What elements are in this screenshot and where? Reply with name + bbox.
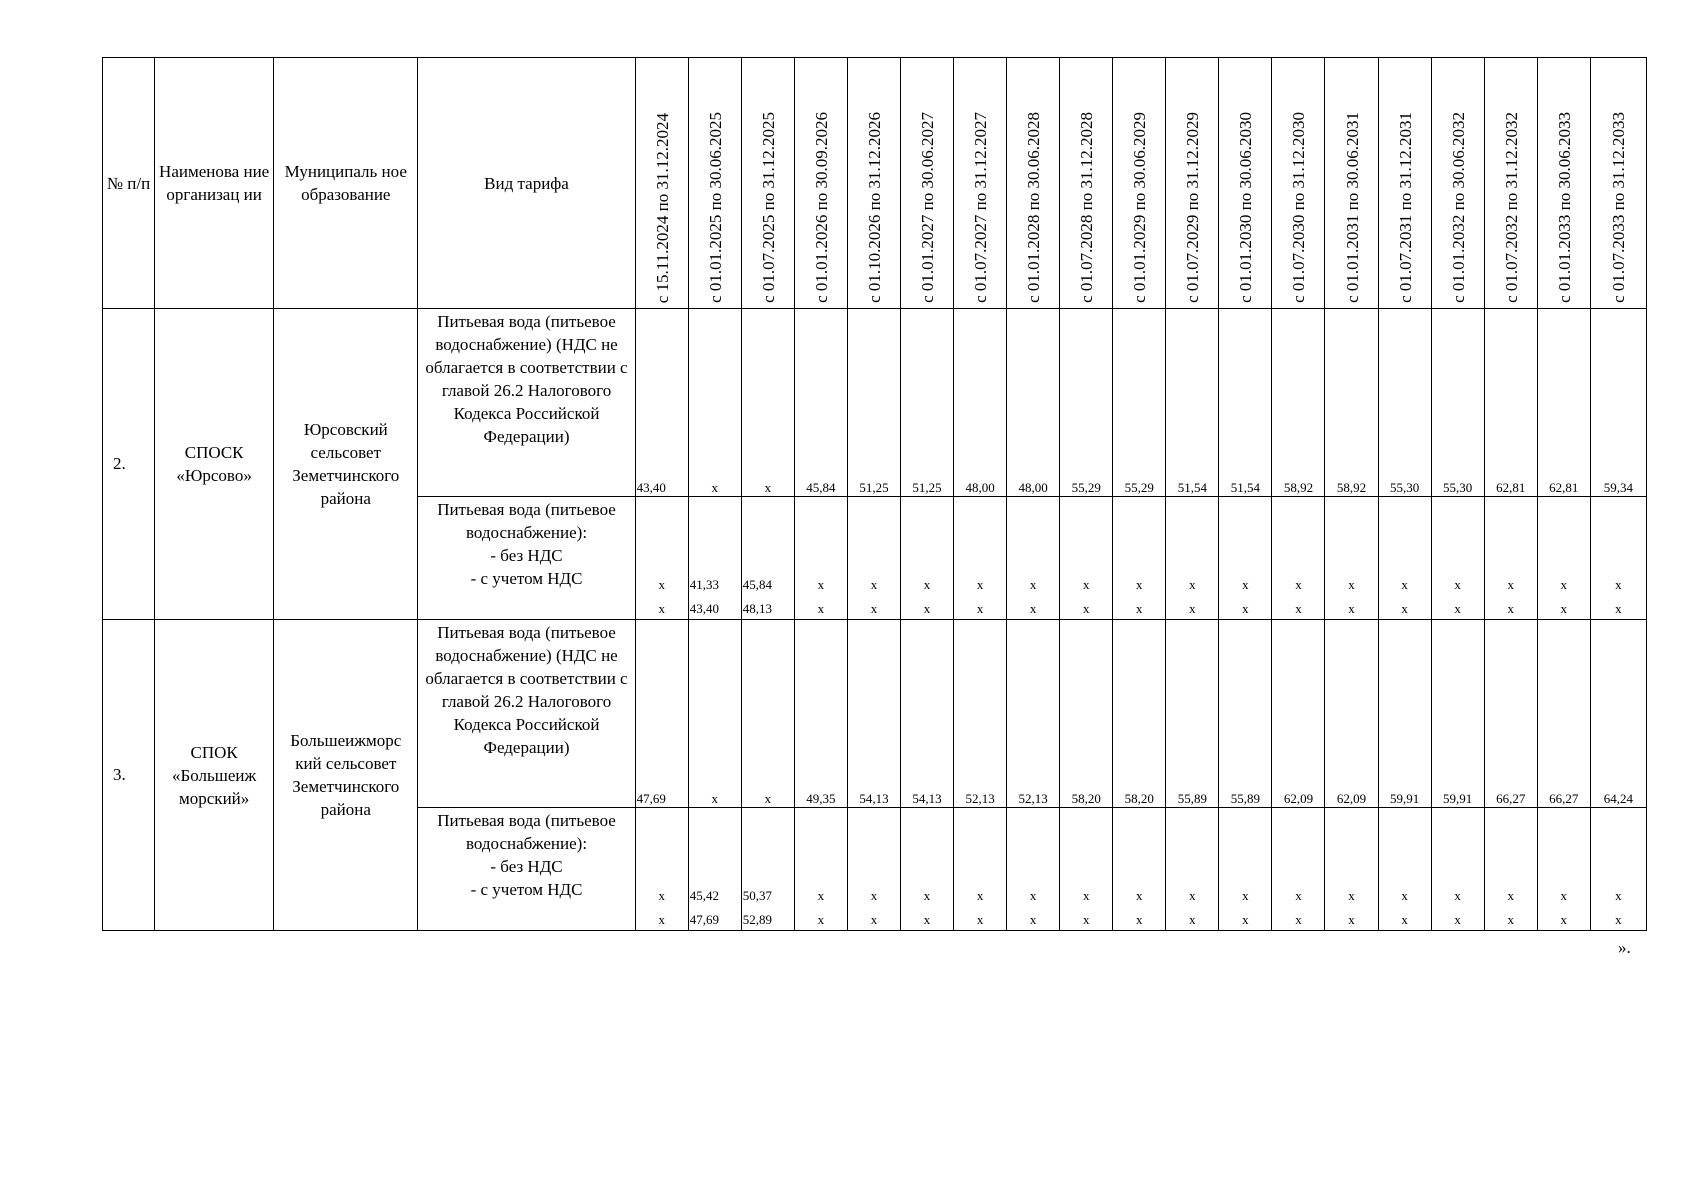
- header-period: [1166, 58, 1219, 309]
- tariff-value-without-vat: x: [1507, 577, 1514, 592]
- tariff-value-with-vat: x: [1615, 912, 1622, 927]
- tariff-type-label-main: Питьевая вода (питьевое водоснабжение):: [437, 500, 616, 542]
- tariff-value-with-vat: 48,13: [742, 601, 773, 616]
- header-period: [1272, 58, 1325, 309]
- tariff-value-with-vat: x: [658, 601, 665, 616]
- tariff-value-pair: [1484, 808, 1537, 931]
- tariff-value-pair: [1166, 497, 1219, 620]
- tariff-value-without-vat: x: [1560, 888, 1567, 903]
- tariff-value-without-vat: x: [658, 888, 665, 903]
- municipality-name: Большеижморс кий сельсовет Земетчинского района: [274, 620, 418, 931]
- tariff-value-with-vat: 52,89: [742, 912, 773, 927]
- tariff-value: 48,00: [954, 309, 1007, 497]
- tariff-value-with-vat: x: [1507, 912, 1514, 927]
- header-period-label: с 01.07.2027 по 31.12.2027: [971, 112, 991, 303]
- table-row: [103, 309, 1647, 497]
- tariff-value-with-vat: 43,40: [689, 601, 719, 616]
- tariff-value-with-vat: 47,69: [689, 912, 719, 927]
- tariff-value-without-vat: x: [1454, 577, 1461, 592]
- header-period-label: с 01.07.2031 по 31.12.2031: [1395, 112, 1415, 303]
- header-organization: Наименова ние организац ии: [155, 58, 274, 309]
- tariff-value-pair: [1325, 497, 1378, 620]
- header-municipality: Муниципаль ное образование: [274, 58, 418, 309]
- header-period: [1325, 58, 1378, 309]
- tariff-subtype-with-vat: - с учетом НДС: [470, 880, 583, 899]
- tariff-value-with-vat: x: [870, 912, 878, 927]
- header-period: [1537, 58, 1590, 309]
- tariff-value-pair: [794, 497, 847, 620]
- tariff-value-pair: [688, 808, 741, 931]
- tariff-value: 52,13: [954, 620, 1007, 808]
- header-period-label: с 01.01.2026 по 30.09.2026: [811, 112, 831, 303]
- tariff-value-without-vat: x: [1029, 577, 1037, 592]
- tariff-value-pair: [900, 497, 953, 620]
- tariff-value-without-vat: x: [1615, 888, 1622, 903]
- header-period: [1007, 58, 1060, 309]
- tariff-value: 51,54: [1166, 309, 1219, 497]
- tariff-value-pair: [1431, 497, 1484, 620]
- tariff-value-pair: [1537, 497, 1590, 620]
- header-period-label: с 01.01.2032 по 30.06.2032: [1448, 112, 1468, 303]
- tariff-value-with-vat: x: [1560, 601, 1567, 616]
- tariff-value: x: [741, 620, 794, 808]
- tariff-value-with-vat: x: [1136, 912, 1143, 927]
- tariff-value: 64,24: [1590, 620, 1646, 808]
- header-period: [1484, 58, 1537, 309]
- header-number: № п/п: [103, 58, 155, 309]
- tariff-value-without-vat: x: [1082, 577, 1090, 592]
- header-period-label: с 01.07.2033 по 31.12.2033: [1609, 112, 1629, 303]
- header-period-label: с 01.01.2029 по 30.06.2029: [1130, 112, 1150, 303]
- tariff-value: 62,09: [1272, 620, 1325, 808]
- tariff-value-pair: [1484, 497, 1537, 620]
- tariff-value-with-vat: x: [817, 912, 825, 927]
- header-period: [847, 58, 900, 309]
- tariff-value-without-vat: x: [976, 577, 984, 592]
- header-period-label: с 01.01.2033 по 30.06.2033: [1554, 112, 1574, 303]
- tariff-value: 48,00: [1007, 309, 1060, 497]
- tariff-value: 49,35: [794, 620, 847, 808]
- header-period: [1590, 58, 1646, 309]
- tariff-value-pair: [1537, 808, 1590, 931]
- row-number: 3.: [103, 620, 155, 931]
- header-period-label: с 01.01.2025 по 30.06.2025: [705, 112, 725, 303]
- tariff-value-with-vat: x: [1454, 601, 1461, 616]
- header-period-label: с 01.01.2031 по 30.06.2031: [1342, 112, 1362, 303]
- tariff-value-without-vat: x: [817, 577, 825, 592]
- header-period-label: с 01.10.2026 по 31.12.2026: [864, 112, 884, 303]
- tariff-value: 62,81: [1484, 309, 1537, 497]
- tariff-value-with-vat: x: [1295, 912, 1302, 927]
- tariff-value-without-vat: x: [1136, 888, 1143, 903]
- organization-name: СПОК «Большеиж морский»: [155, 620, 274, 931]
- organization-name: СПОСК «Юрсово»: [155, 309, 274, 620]
- tariff-value-without-vat: x: [658, 577, 665, 592]
- tariff-type-label: Питьевая вода (питьевое водоснабжение) (НДС не облагается в соответствии с главой 26.2 Налогового Кодекса Российской Федерации): [418, 309, 635, 497]
- tariff-value-without-vat: x: [817, 888, 825, 903]
- tariff-value-pair: [741, 497, 794, 620]
- end-quote-mark: ».: [1618, 938, 1631, 957]
- tariff-subtype-without-vat: - без НДС: [490, 857, 563, 876]
- tariff-value-without-vat: x: [1189, 577, 1196, 592]
- tariff-value-with-vat: x: [1189, 912, 1196, 927]
- tariff-value-with-vat: x: [1082, 601, 1090, 616]
- tariff-value-pair: [847, 497, 900, 620]
- tariff-value: 43,40: [635, 309, 688, 497]
- tariff-value-without-vat: 41,33: [689, 577, 719, 592]
- tariff-value-without-vat: 45,42: [689, 888, 719, 903]
- tariff-value-without-vat: x: [1242, 888, 1249, 903]
- tariff-value-without-vat: x: [1348, 577, 1355, 592]
- tariff-value-with-vat: x: [1029, 912, 1037, 927]
- header-period: [741, 58, 794, 309]
- tariff-value: x: [688, 309, 741, 497]
- tariff-value: 55,30: [1431, 309, 1484, 497]
- tariff-value-without-vat: x: [870, 577, 878, 592]
- tariff-value: 59,91: [1378, 620, 1431, 808]
- tariff-value-with-vat: x: [1401, 912, 1408, 927]
- tariff-value-with-vat: x: [1348, 601, 1355, 616]
- header-period: [794, 58, 847, 309]
- header-period-label: с 01.07.2028 по 31.12.2028: [1077, 112, 1097, 303]
- tariff-value-pair: [635, 808, 688, 931]
- tariff-type-label: Питьевая вода (питьевое водоснабжение) (НДС не облагается в соответствии с главой 26.2 Налогового Кодекса Российской Федерации): [418, 620, 635, 808]
- tariff-value: 62,09: [1325, 620, 1378, 808]
- tariff-value-without-vat: 50,37: [742, 888, 773, 903]
- tariff-type-label: [418, 497, 635, 620]
- tariff-value-pair: [900, 808, 953, 931]
- tariff-value-without-vat: 45,84: [742, 577, 773, 592]
- tariff-value-pair: [1007, 497, 1060, 620]
- municipality-name: Юрсовский сельсовет Земетчинского района: [274, 309, 418, 620]
- tariff-value-pair: [688, 497, 741, 620]
- tariff-value-pair: [1166, 808, 1219, 931]
- tariff-value-without-vat: x: [1348, 888, 1355, 903]
- tariff-value: 66,27: [1484, 620, 1537, 808]
- tariff-subtype-with-vat: - с учетом НДС: [470, 569, 583, 588]
- tariff-value-with-vat: x: [976, 912, 984, 927]
- tariff-value-with-vat: x: [1082, 912, 1090, 927]
- tariff-table: [102, 57, 1647, 931]
- tariff-value-pair: [1378, 808, 1431, 931]
- tariff-value-without-vat: x: [1029, 888, 1037, 903]
- table-row: [103, 620, 1647, 808]
- tariff-value-pair: [1325, 808, 1378, 931]
- tariff-value-with-vat: x: [658, 912, 665, 927]
- tariff-value-pair: [1272, 497, 1325, 620]
- tariff-value-with-vat: x: [1029, 601, 1037, 616]
- tariff-value-with-vat: x: [1348, 912, 1355, 927]
- header-period: [635, 58, 688, 309]
- tariff-value-pair: [1060, 808, 1113, 931]
- tariff-value-with-vat: x: [1242, 601, 1249, 616]
- tariff-value: x: [688, 620, 741, 808]
- header-period-label: с 01.07.2030 по 31.12.2030: [1289, 112, 1309, 303]
- tariff-value-pair: [1590, 497, 1646, 620]
- tariff-value-pair: [1378, 497, 1431, 620]
- tariff-value-pair: [1113, 808, 1166, 931]
- tariff-value-without-vat: x: [1615, 577, 1622, 592]
- header-period: [1431, 58, 1484, 309]
- header-period: [1219, 58, 1272, 309]
- tariff-value-pair: [1219, 497, 1272, 620]
- header-period: [900, 58, 953, 309]
- tariff-value-pair: [1007, 808, 1060, 931]
- header-period: [1113, 58, 1166, 309]
- tariff-value: 47,69: [635, 620, 688, 808]
- tariff-value-with-vat: x: [976, 601, 984, 616]
- tariff-value-pair: [954, 497, 1007, 620]
- tariff-value-without-vat: x: [923, 888, 931, 903]
- tariff-value: 51,54: [1219, 309, 1272, 497]
- header-period-label: с 15.11.2024 по 31.12.2024: [652, 112, 672, 303]
- tariff-value-without-vat: x: [870, 888, 878, 903]
- tariff-value: 66,27: [1537, 620, 1590, 808]
- header-row: [103, 58, 1647, 309]
- tariff-value: 55,30: [1378, 309, 1431, 497]
- tariff-value: 51,25: [900, 309, 953, 497]
- header-period: [1060, 58, 1113, 309]
- tariff-value: 45,84: [794, 309, 847, 497]
- tariff-value-with-vat: x: [1560, 912, 1567, 927]
- tariff-value-with-vat: x: [817, 601, 825, 616]
- tariff-value: 58,92: [1272, 309, 1325, 497]
- tariff-value-pair: [1060, 497, 1113, 620]
- tariff-type-label-main: Питьевая вода (питьевое водоснабжение):: [437, 811, 616, 853]
- tariff-value: 54,13: [900, 620, 953, 808]
- tariff-value: 55,89: [1219, 620, 1272, 808]
- tariff-value-pair: [1272, 808, 1325, 931]
- tariff-value-without-vat: x: [1401, 888, 1408, 903]
- table-body: [103, 309, 1647, 931]
- tariff-value-without-vat: x: [1189, 888, 1196, 903]
- tariff-value-pair: [1590, 808, 1646, 931]
- header-period: [688, 58, 741, 309]
- tariff-value-pair: [954, 808, 1007, 931]
- tariff-value-with-vat: x: [1242, 912, 1249, 927]
- tariff-value-without-vat: x: [1401, 577, 1408, 592]
- tariff-value: 62,81: [1537, 309, 1590, 497]
- tariff-value-without-vat: x: [1507, 888, 1514, 903]
- header-period-label: с 01.01.2027 по 30.06.2027: [918, 112, 937, 303]
- tariff-value: 54,13: [847, 620, 900, 808]
- tariff-value-with-vat: x: [1189, 601, 1196, 616]
- tariff-value-with-vat: x: [1615, 601, 1622, 616]
- tariff-value-pair: [741, 808, 794, 931]
- tariff-value-with-vat: x: [923, 912, 931, 927]
- tariff-value: 58,20: [1060, 620, 1113, 808]
- tariff-value: 59,91: [1431, 620, 1484, 808]
- tariff-value: x: [741, 309, 794, 497]
- tariff-value: 55,29: [1060, 309, 1113, 497]
- tariff-value-without-vat: x: [1454, 888, 1461, 903]
- header-period-label: с 01.07.2025 по 31.12.2025: [758, 112, 778, 303]
- tariff-value-with-vat: x: [870, 601, 878, 616]
- tariff-value-without-vat: x: [1560, 577, 1567, 592]
- tariff-value-pair: [1113, 497, 1166, 620]
- tariff-value-pair: [1219, 808, 1272, 931]
- tariff-value-with-vat: x: [1295, 601, 1302, 616]
- tariff-value-without-vat: x: [1242, 577, 1249, 592]
- tariff-value-pair: [1431, 808, 1484, 931]
- tariff-type-label: [418, 808, 635, 931]
- tariff-value-pair: [847, 808, 900, 931]
- header-period-label: с 01.01.2028 по 30.06.2028: [1024, 112, 1044, 303]
- tariff-value-without-vat: x: [1082, 888, 1090, 903]
- tariff-value-without-vat: x: [1295, 577, 1302, 592]
- row-number: 2.: [103, 309, 155, 620]
- tariff-value-pair: [794, 808, 847, 931]
- tariff-value: 55,89: [1166, 620, 1219, 808]
- tariff-value-without-vat: x: [1295, 888, 1302, 903]
- header-period: [1378, 58, 1431, 309]
- tariff-value-without-vat: x: [976, 888, 984, 903]
- header-period-label: с 01.01.2030 по 30.06.2030: [1236, 112, 1256, 303]
- tariff-value-without-vat: x: [1136, 577, 1143, 592]
- tariff-value-with-vat: x: [1507, 601, 1514, 616]
- header-tariff-type: Вид тарифа: [418, 58, 635, 309]
- tariff-value: 58,20: [1113, 620, 1166, 808]
- header-period: [954, 58, 1007, 309]
- tariff-value-with-vat: x: [1401, 601, 1408, 616]
- tariff-value: 59,34: [1590, 309, 1646, 497]
- tariff-value: 55,29: [1113, 309, 1166, 497]
- tariff-value-with-vat: x: [923, 601, 931, 616]
- tariff-value-with-vat: x: [1136, 601, 1143, 616]
- tariff-value: 52,13: [1007, 620, 1060, 808]
- tariff-value: 51,25: [847, 309, 900, 497]
- header-period-label: с 01.07.2029 по 31.12.2029: [1183, 112, 1203, 303]
- tariff-value-without-vat: x: [923, 577, 931, 592]
- tariff-value-with-vat: x: [1454, 912, 1461, 927]
- tariff-value-pair: [635, 497, 688, 620]
- tariff-value: 58,92: [1325, 309, 1378, 497]
- header-period-label: с 01.07.2032 по 31.12.2032: [1501, 112, 1521, 303]
- tariff-subtype-without-vat: - без НДС: [490, 546, 563, 565]
